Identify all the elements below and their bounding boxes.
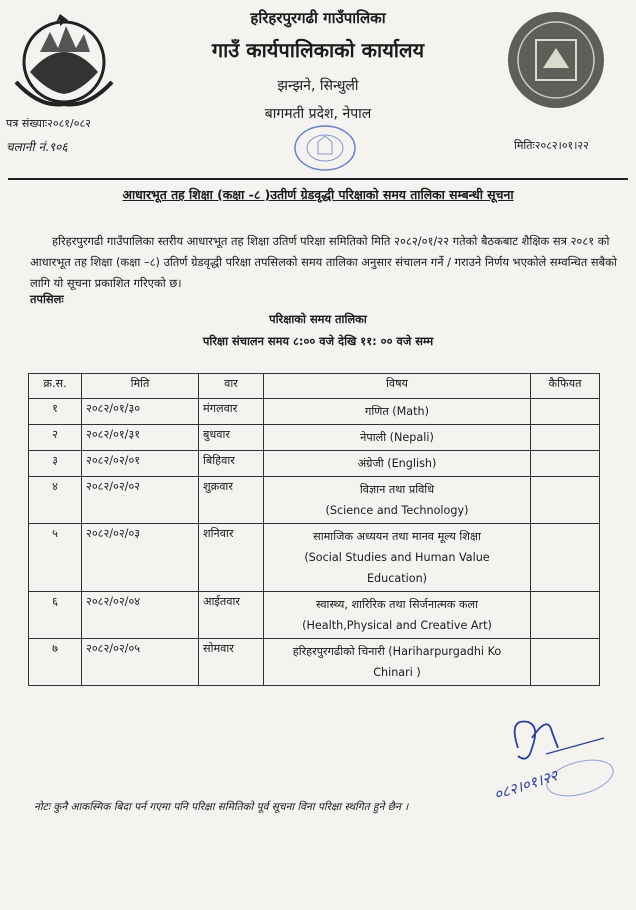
date-cell: २०८२/०२/०२ xyxy=(82,477,199,524)
notice-subject: आधारभूत तह शिक्षा (कक्षा -८ )उतीर्ण ग्रेडवृद्धी परिक्षाको समय तालिका सम्बन्धी सूचना xyxy=(122,187,514,202)
footer-note: नोटः कुनै आकस्मिक बिदा पर्न गएमा पनि परिक्षा समितिको पूर्व सूचना विना परिक्षा स्थगित हुने छैन । xyxy=(34,801,409,813)
remarks-cell xyxy=(531,451,600,477)
serial-cell: ५ xyxy=(29,524,82,592)
office-stamp xyxy=(282,122,368,178)
serial-cell: ६ xyxy=(29,592,82,639)
notice-body: हरिहरपुरगढी गाउँपालिका स्तरीय आधारभूत तह शिक्षा उतिर्ण परिक्षा समितिको मिति २०८२/०१/२२ गतेको बैठकबाट शैक्षिक सत्र २०८१ को आधारभूत तह शिक्षा (कक्षा –८) उतिर्ण ग्रेडवृद्धी परिक्षा तपसिलको समय तालिका अनुसार संचालन गर्ने / गराउने निर्णय भएकोले सम्वन्धित सबैको लागि यो सूचना प्रकाशित गरिएको छ। xyxy=(30,234,617,290)
table-row xyxy=(29,399,600,425)
remarks-cell xyxy=(531,639,600,686)
remarks-cell xyxy=(531,425,600,451)
date-cell: २०८२/०१/३१ xyxy=(82,425,199,451)
header-subject: विषय xyxy=(264,374,531,399)
day-cell: बुधवार xyxy=(199,425,264,451)
subject-cell: विज्ञान तथा प्रविधि (Science and Technology) xyxy=(264,477,531,524)
header-divider xyxy=(8,178,628,180)
details-label: तपसिलः xyxy=(30,292,64,306)
timetable-title: परिक्षाको समय तालिका xyxy=(269,312,367,326)
subject-cell: नेपाली (Nepali) xyxy=(264,425,531,451)
subject-cell: हरिहरपुरगढीको चिनारी (Hariharpurgadhi Ko Chinari ) xyxy=(264,639,531,686)
remarks-cell xyxy=(531,399,600,425)
province-line: बागमती प्रदेश, नेपाल xyxy=(264,106,372,122)
date-cell: २०८२/०१/३० xyxy=(82,399,199,425)
serial-cell: १ xyxy=(29,399,82,425)
date-cell: २०८२/०२/०४ xyxy=(82,592,199,639)
day-cell: बिहिवार xyxy=(199,451,264,477)
header-remarks: कैफियत xyxy=(531,374,600,399)
remarks-cell xyxy=(531,592,600,639)
exam-schedule-table xyxy=(28,373,600,686)
serial-cell: ४ xyxy=(29,477,82,524)
signature xyxy=(488,708,618,804)
dispatch-number: चलानी नं.९०६ xyxy=(6,140,68,154)
office-title: गाउँ कार्यपालिकाको कार्यालय xyxy=(211,38,425,62)
date-cell: २०८२/०२/०५ xyxy=(82,639,199,686)
signature-date: ०८२।०१।२२ xyxy=(491,766,560,804)
day-cell: मंगलवार xyxy=(199,399,264,425)
header-date: मिति xyxy=(82,374,199,399)
subject-cell: गणित (Math) xyxy=(264,399,531,425)
remarks-cell xyxy=(531,477,600,524)
letter-date: मितिः२०८२।०१।२२ xyxy=(514,139,589,152)
timetable-subtitle: परिक्षा संचालन समय ८:०० वजे देखि ११: ०० वजे सम्म xyxy=(202,334,434,348)
serial-cell: ३ xyxy=(29,451,82,477)
header-serial: क्र.स. xyxy=(29,374,82,399)
subject-cell: अंग्रेजी (English) xyxy=(264,451,531,477)
day-cell: आईतवार xyxy=(199,592,264,639)
header-day: वार xyxy=(199,374,264,399)
day-cell: शनिवार xyxy=(199,524,264,592)
letter-number: पत्र संख्याः२०८१/०८२ xyxy=(6,117,91,130)
subject-cell: सामाजिक अध्ययन तथा मानव मूल्य शिक्षा (Social Studies and Human Value Education) xyxy=(264,524,531,592)
remarks-cell xyxy=(531,524,600,592)
table-row xyxy=(29,425,600,451)
date-cell: २०८२/०२/०३ xyxy=(82,524,199,592)
table-row xyxy=(29,639,600,686)
table-row xyxy=(29,592,600,639)
table-row xyxy=(29,451,600,477)
subject-cell: स्वास्थ्य, शारिरिक तथा सिर्जनात्मक कला (Health,Physical and Creative Art) xyxy=(264,592,531,639)
table-header-row xyxy=(29,374,600,399)
day-cell: सोमवार xyxy=(199,639,264,686)
table-row xyxy=(29,477,600,524)
serial-cell: २ xyxy=(29,425,82,451)
date-cell: २०८२/०२/०१ xyxy=(82,451,199,477)
municipality-name: हरिहरपुरगढी गाउँपालिका xyxy=(250,9,386,27)
serial-cell: ७ xyxy=(29,639,82,686)
address-line: झन्झने, सिन्धुली xyxy=(277,78,359,94)
day-cell: शुक्रवार xyxy=(199,477,264,524)
table-row xyxy=(29,524,600,592)
